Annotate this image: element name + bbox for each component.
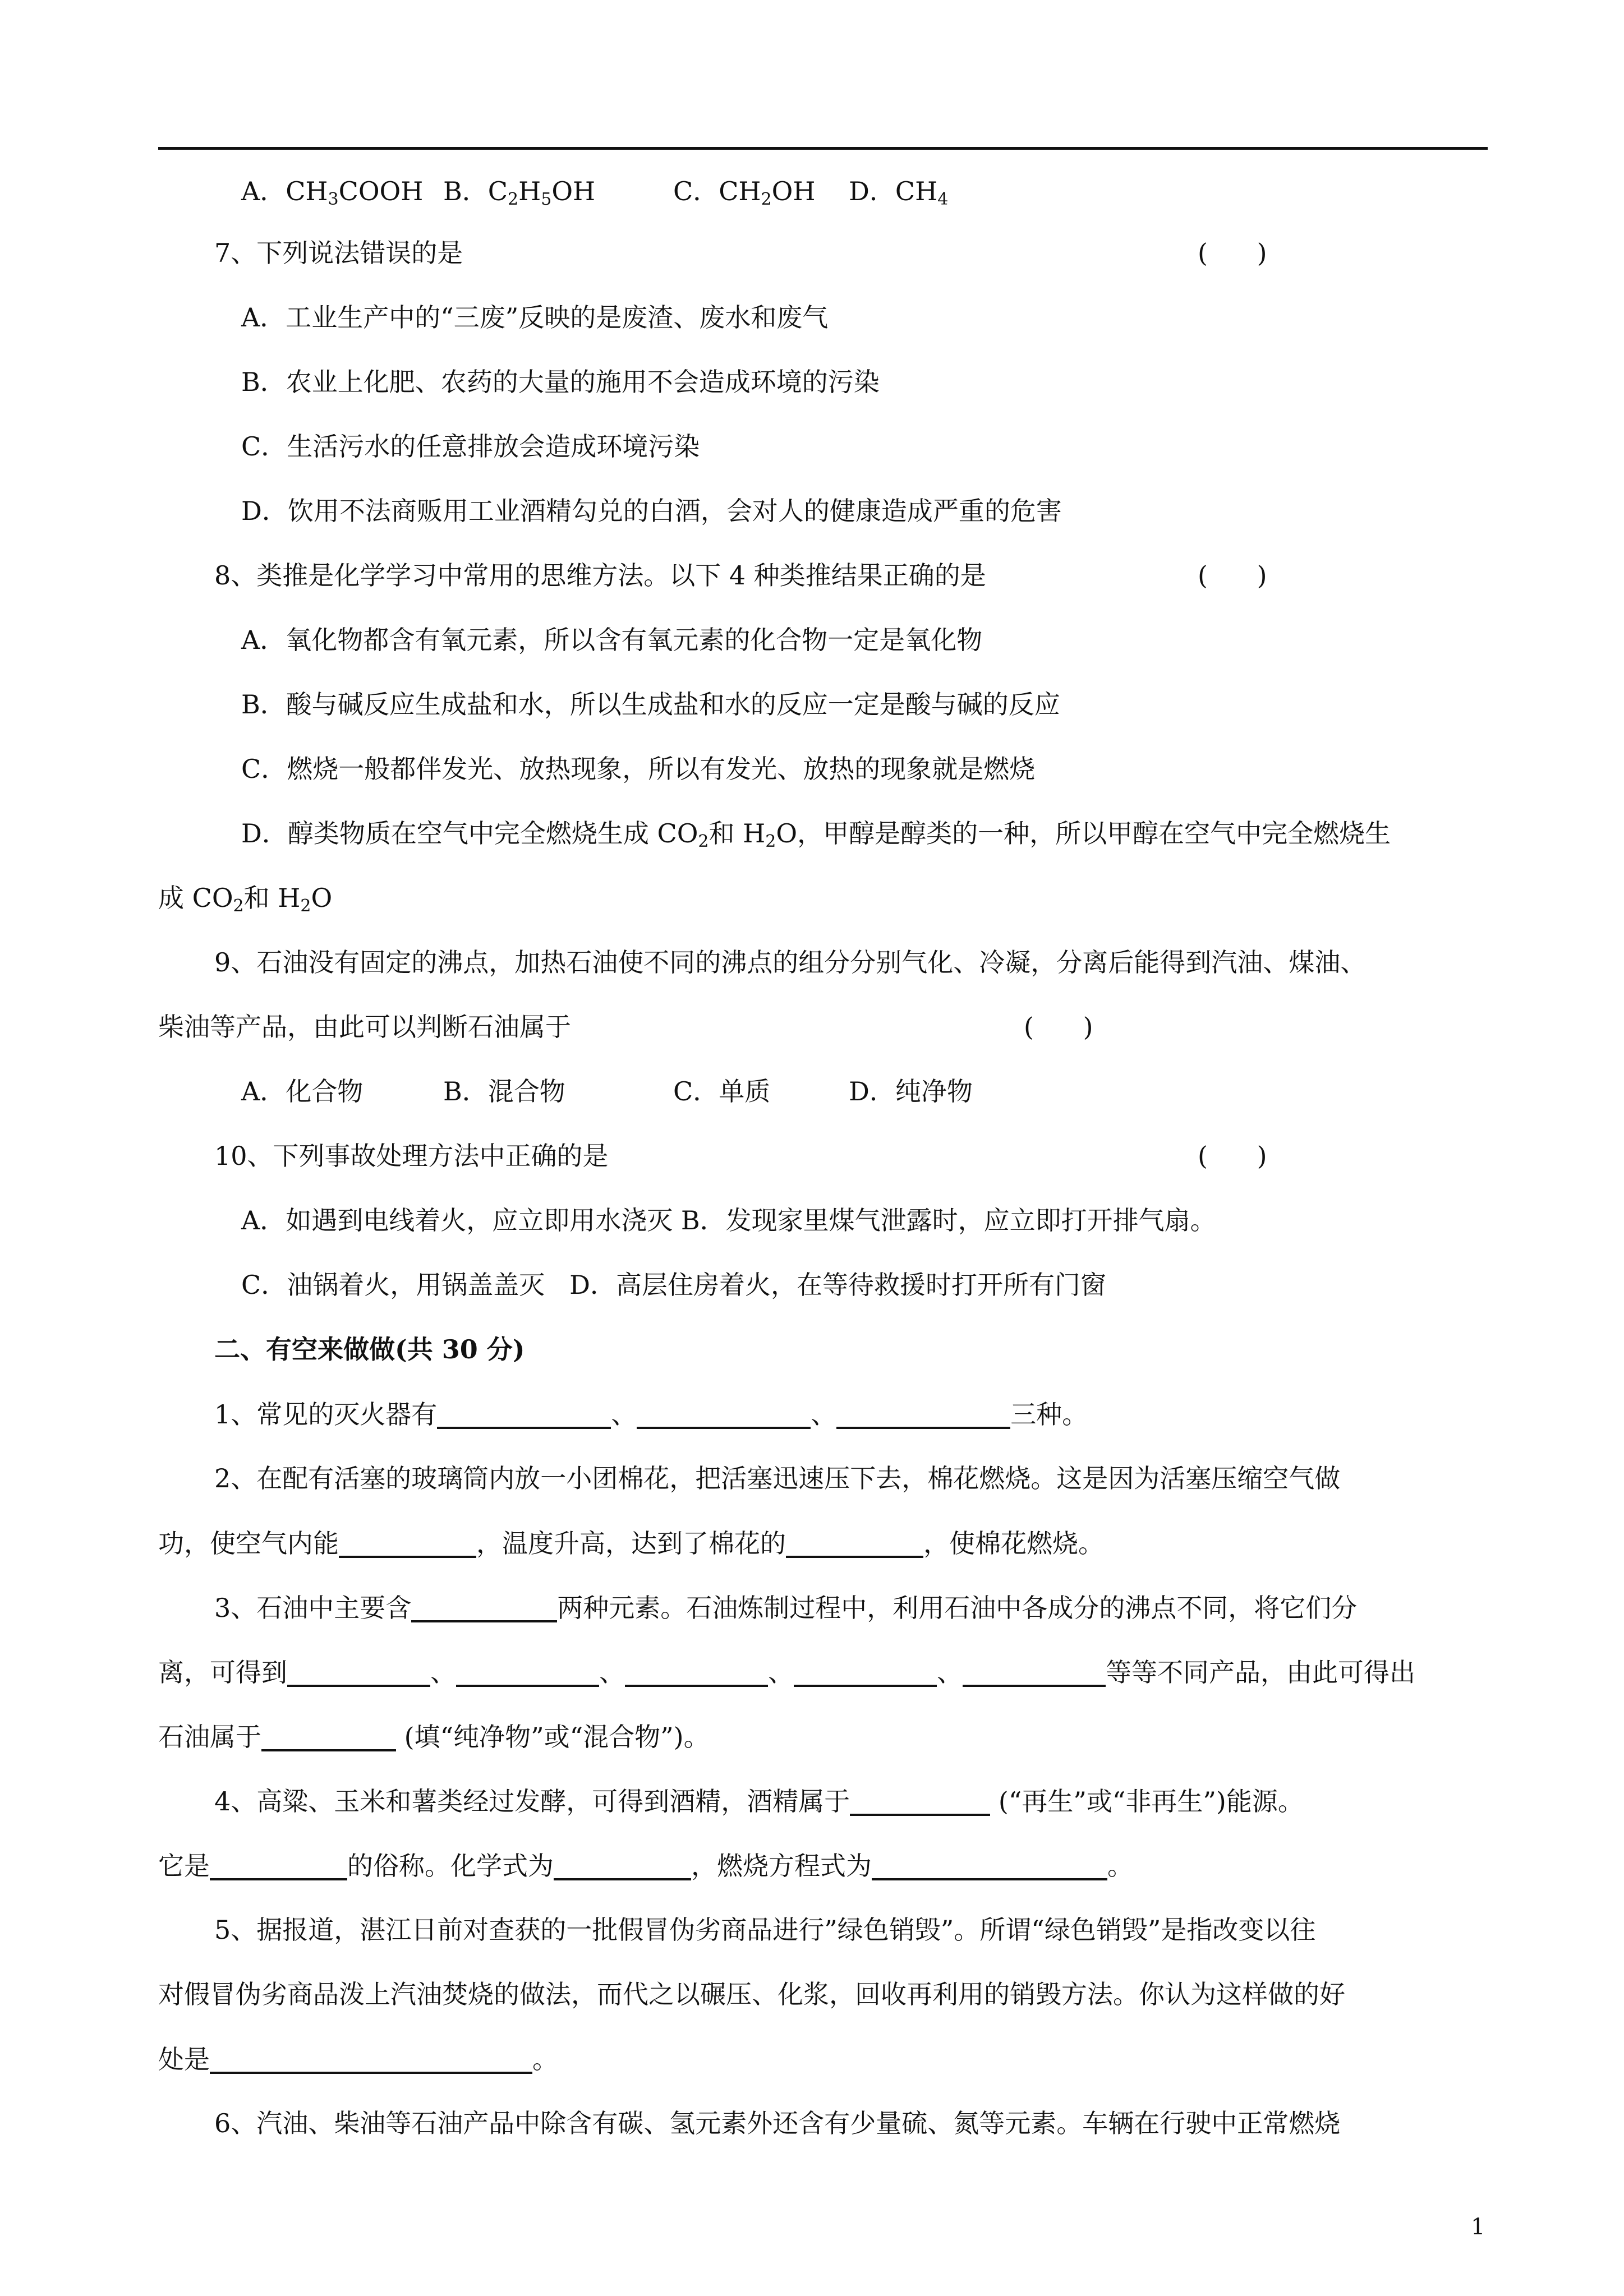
q8-option-d-continued: 成 $CO_2$和 $H_2O$ [158,883,333,916]
fill-3-sep-4: 、 [937,1657,963,1688]
fill-2-text-b: ，温度升高，达到了棉花的 [476,1528,786,1559]
fill-5-line3 [158,2046,558,2074]
q9-option-a: A．化合物 [241,1076,364,1106]
q8-stem: 8、类推是化学学习中常用的思维方法。以下 4 种类推结果正确的是 [214,560,986,591]
q7-option-b: B．农业上化肥、农药的大量的施用不会造成环境的污染 [241,367,880,397]
q8-option-d: D．醇类物质在空气中完全燃烧生成 $CO_2$和 $H_2O$，甲醇是醇类的一种，所以甲醇在空气中完全燃烧生 [241,818,1391,851]
fill-2-blank-1[interactable] [339,1530,476,1558]
q9-option-b: B．混合物 [443,1076,565,1106]
fill-4-text-c: 它是 [158,1851,210,1881]
fill-4-line1 [214,1788,1304,1816]
q10-options-cd: C．油锅着火，用锅盖盖灭 D．高层住房着火，在等待救援时打开所有门窗 [241,1270,1106,1300]
fill-3-blank-4[interactable] [625,1659,768,1687]
fill-4-blank-2[interactable] [210,1852,347,1880]
fill-3-text-a: 3、石油中主要含 [214,1593,412,1623]
fill-1-blank-2[interactable] [637,1401,811,1429]
q6-option-b: B．$C_2H_5OH$ [443,176,596,209]
page-number: 1 [1471,2214,1485,2240]
fill-3-blank-5[interactable] [794,1659,937,1687]
fill-3-text-e: 石油属于 [158,1722,261,1752]
q9-option-c: C．单质 [673,1076,771,1106]
fill-1-sep-1: 、 [611,1399,637,1430]
fill-4-text-a: 4、高粱、玉米和薯类经过发酵，可得到酒精，酒精属于 [214,1786,850,1816]
q6-option-c: C．$CH_2OH$ [673,176,816,209]
fill-4-blank-4[interactable] [872,1852,1107,1880]
fill-4-text-b: (“再生”或“非再生”)能源。 [990,1786,1304,1816]
q7-option-a: A．工业生产中的“三废”反映的是废渣、废水和废气 [241,302,829,333]
q9-stem-line1: 9、石油没有固定的沸点，加热石油使不同的沸点的组分分别气化、冷凝，分离后能得到汽油、煤油、 [214,947,1367,978]
fill-4-line2 [158,1852,1133,1880]
fill-4-text-d: 的俗称。化学式为 [347,1851,554,1881]
fill-2-text-c: ，使棉花燃烧。 [923,1528,1104,1559]
fill-2-blank-2[interactable] [786,1530,923,1558]
fill-4-blank-1[interactable] [850,1788,990,1816]
q6-option-d: D．$CH_4$ [849,176,949,209]
fill-5-text-a: 处是 [158,2044,210,2074]
q8-option-c: C．燃烧一般都伴发光、放热现象，所以有发光、放热的现象就是燃烧 [241,754,1036,784]
q7-option-c: C．生活污水的任意排放会造成环境污染 [241,431,700,462]
fill-4-blank-3[interactable] [554,1852,691,1880]
fill-3-line2 [158,1659,1415,1687]
q7-stem: 7、下列说法错误的是 [214,238,463,268]
q10-options-ab: A．如遇到电线着火，应立即用水浇灭 B．发现家里煤气泄露时，应立即打开排气扇。 [241,1205,1216,1235]
fill-3-blank-7[interactable] [261,1723,396,1751]
fill-1-suffix: 三种。 [1010,1399,1088,1430]
q8-option-b: B．酸与碱反应生成盐和水，所以生成盐和水的反应一定是酸与碱的反应 [241,689,1060,720]
q7-answer-paren: ( ) [1198,238,1267,268]
fill-3-line1 [214,1594,1357,1622]
fill-1-blank-3[interactable] [836,1401,1010,1429]
fill-3-text-d: 等等不同产品，由此可得出 [1106,1657,1415,1688]
fill-3-sep-2: 、 [599,1657,625,1688]
fill-1-prefix: 1、常见的灭火器有 [214,1399,438,1430]
fill-5-line2: 对假冒伪劣商品泼上汽油焚烧的做法，而代之以碾压、化浆，回收再利用的销毁方法。你认为这样做的好 [158,1979,1345,2009]
fill-4-text-f: 。 [1107,1851,1133,1881]
fill-2-line2 [158,1530,1104,1558]
fill-3-sep-3: 、 [768,1657,794,1688]
header-rule [158,147,1488,150]
section-2-heading: 二、有空来做做(共 30 分) [214,1334,525,1364]
q8-option-a: A．氧化物都含有氧元素，所以含有氧元素的化合物一定是氧化物 [241,625,983,655]
fill-3-blank-2[interactable] [287,1659,430,1687]
fill-3-text-b: 两种元素。石油炼制过程中，利用石油中各成分的沸点不同，将它们分 [557,1593,1358,1623]
q6-option-a: A．$CH_3COOH$ [241,176,424,209]
q9-option-d: D．纯净物 [849,1076,973,1106]
fill-1-sep-2: 、 [811,1399,837,1430]
fill-3-blank-1[interactable] [411,1594,557,1622]
fill-3-text-f: (填“纯净物”或“混合物”)。 [396,1722,710,1752]
fill-5-blank-1[interactable] [210,2046,532,2074]
fill-3-blank-6[interactable] [963,1659,1106,1687]
fill-1-blank-1[interactable] [437,1401,611,1429]
fill-6-line1: 6、汽油、柴油等石油产品中除含有碳、氢元素外还含有少量硫、氮等元素。车辆在行驶中正常燃烧 [214,2108,1341,2138]
fill-2-line1: 2、在配有活塞的玻璃筒内放一小团棉花，把活塞迅速压下去，棉花燃烧。这是因为活塞压缩空气做 [214,1463,1341,1493]
fill-3-sep-1: 、 [430,1657,456,1688]
fill-3-text-c: 离，可得到 [158,1657,287,1688]
q9-answer-paren: ( ) [1024,1012,1093,1042]
fill-4-text-e: ，燃烧方程式为 [691,1851,872,1881]
fill-3-line3 [158,1723,710,1751]
fill-5-text-b: 。 [532,2044,558,2074]
fill-2-text-a: 功，使空气内能 [158,1528,339,1559]
q10-answer-paren: ( ) [1198,1141,1267,1171]
fill-1 [214,1401,1088,1429]
q7-option-d: D．饮用不法商贩用工业酒精勾兑的白酒，会对人的健康造成严重的危害 [241,496,1062,526]
fill-5-line1: 5、据报道，湛江日前对查获的一批假冒伪劣商品进行”绿色销毁”。所谓“绿色销毁”是指改变以往 [214,1915,1316,1945]
fill-3-blank-3[interactable] [456,1659,599,1687]
q9-stem-line2: 柴油等产品，由此可以判断石油属于 [158,1012,571,1042]
q10-stem: 10、下列事故处理方法中正确的是 [214,1141,609,1171]
q8-answer-paren: ( ) [1198,560,1267,591]
